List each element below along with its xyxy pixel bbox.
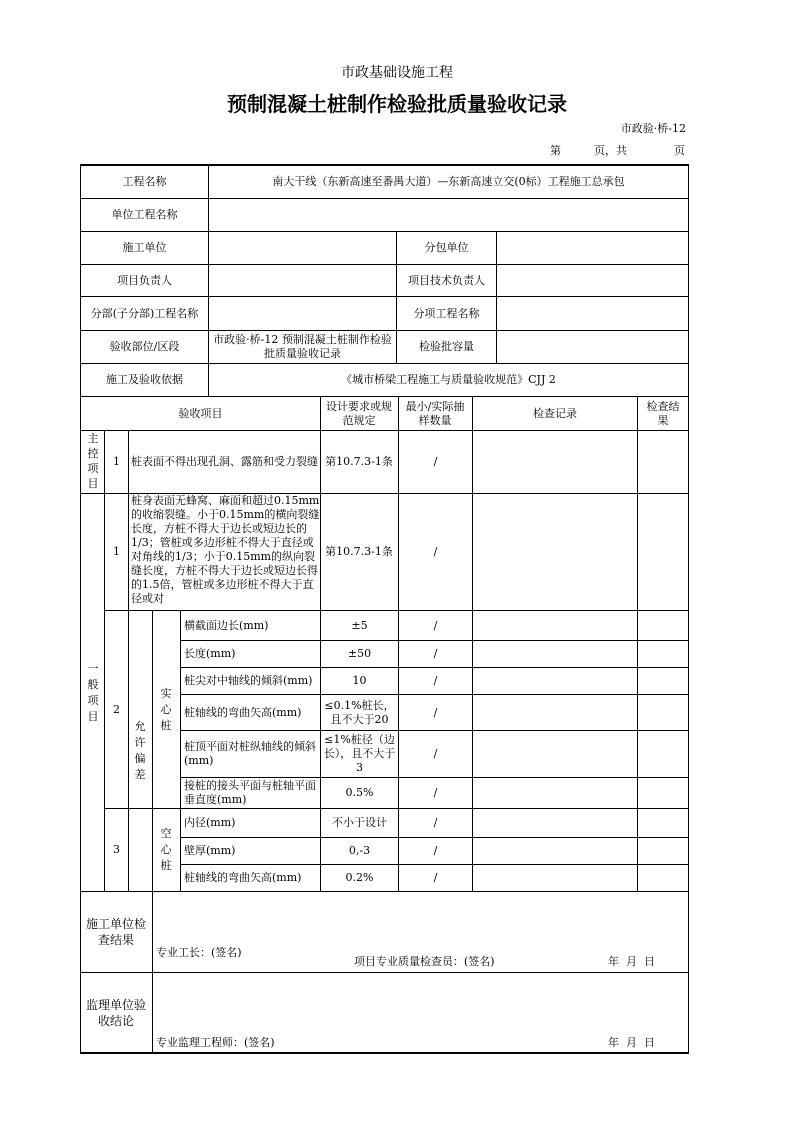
project-manager-label: 项目负责人 <box>117 273 172 287</box>
main-control-label: 主控项目 <box>87 432 99 490</box>
main-control-design: 第10.7.3-1条 <box>325 455 393 468</box>
page-label-3: 页 <box>674 144 685 157</box>
unit-project-label: 单位工程名称 <box>111 208 178 221</box>
hollow-row-name: 内径(mm) <box>184 816 236 829</box>
basis-value: 《城市桥梁工程施工与质量验收规范》CJJ 2 <box>341 373 556 386</box>
solid-row-sample: / <box>433 618 438 632</box>
hollow-row-name: 壁厚(mm) <box>184 844 236 857</box>
hollow-row-name: 桩轴线的弯曲矢高(mm) <box>184 871 302 884</box>
main-control-record[interactable] <box>473 431 637 493</box>
solid-row-design: ±5 <box>351 618 368 632</box>
hollow-row-design: 0,-3 <box>348 844 371 857</box>
solid-pile-label: 实心桩 <box>160 686 172 732</box>
general-item1-sample: / <box>433 545 438 558</box>
foreman-signature[interactable]: 专业工长：(签名) <box>156 946 242 959</box>
tech-manager-field[interactable] <box>497 265 688 296</box>
main-control-result[interactable] <box>638 431 688 493</box>
hollow-row-sample: / <box>433 844 438 857</box>
hollow-row-design: 不小于设计 <box>332 816 387 829</box>
page-label-1: 第 <box>550 144 561 157</box>
solid-row-design: ≤1%桩径（边长），且不大于3 <box>323 733 396 774</box>
solid-row-design: ≤0.1%桩长，且不大于20 <box>324 698 395 726</box>
page-title: 预制混凝土桩制作检验批质量验收记录 <box>227 92 567 116</box>
header-design: 设计要求或规范规定 <box>326 399 392 427</box>
inspector-signature[interactable]: 项目专业质量检查员：(签名) <box>354 955 495 968</box>
hollow-row-sample: / <box>433 816 438 829</box>
unit-project-field[interactable] <box>209 199 688 231</box>
tech-manager-label: 项目技术负责人 <box>408 273 485 287</box>
batch-capacity-label: 检验批容量 <box>419 340 474 353</box>
general-item1-design: 第10.7.3-1条 <box>325 545 393 558</box>
contractor-date[interactable]: 年 月 日 <box>608 955 655 968</box>
subcontractor-field[interactable] <box>497 232 688 264</box>
solid-row-sample: / <box>433 705 438 719</box>
solid-row-name: 长度(mm) <box>184 647 236 660</box>
division-label: 分部(子分部)工程名称 <box>90 306 199 320</box>
general-item1-result[interactable] <box>638 494 688 610</box>
project-name-value: 南大干线（东新高速至番禺大道）—东新高速立交(0标）工程施工总承包 <box>272 174 625 188</box>
main-control-no: 1 <box>113 455 120 468</box>
subcontractor-label: 分包单位 <box>424 241 469 254</box>
project-manager-field[interactable] <box>209 265 396 296</box>
header-record: 检查记录 <box>533 406 577 420</box>
hollow-row-sample: / <box>433 871 438 884</box>
general-item1-text: 桩身表面无蜂窝、麻面和超过0.15mm的收缩裂缝。小于0.15mm的横向裂缝长度，方桩不得大于边长或短边长的1/3；管桩或多边形桩不得大于直径或对角线的1/3；小于0.15mm的纵向裂缝长度，方桩不得大于边长或短边长得的1.5倍，管桩或多边形桩不得大于直径或对 <box>131 494 320 605</box>
solid-row-name: 桩顶平面对桩纵轴线的倾斜(mm) <box>184 740 316 767</box>
division-field[interactable] <box>209 297 396 330</box>
general-label: 一般项目 <box>87 661 99 723</box>
solid-row-sample: / <box>433 647 438 660</box>
general-item1-no: 1 <box>113 545 120 558</box>
solid-row-name: 桩轴线的弯曲矢高(mm) <box>184 705 302 719</box>
contractor-result-label: 施工单位检查结果 <box>86 917 146 947</box>
engineer-signature[interactable]: 专业监理工程师：(签名) <box>156 1036 275 1049</box>
hollow-pile-label: 空心桩 <box>160 827 172 872</box>
solid-row-design: ±50 <box>347 647 372 660</box>
solid-row-name: 桩尖对中轴线的倾斜(mm) <box>184 674 313 687</box>
supervisor-label: 监理单位验收结论 <box>86 998 146 1028</box>
main-control-sample: / <box>433 455 438 468</box>
general-item1-record[interactable] <box>473 494 637 610</box>
project-name-label: 工程名称 <box>122 174 167 188</box>
contractor-field[interactable] <box>209 232 396 264</box>
basis-label: 施工及验收依据 <box>106 373 183 386</box>
tolerance-label: 允许偏差 <box>134 720 146 781</box>
category-heading: 市政基础设施工程 <box>341 65 453 81</box>
solid-row-name: 横截面边长(mm) <box>184 618 269 632</box>
acceptance-part-value: 市政验·桥-12 预制混凝土桩制作检验批质量验收记录 <box>213 333 392 360</box>
general-item2-no: 2 <box>113 702 120 716</box>
header-result: 检查结果 <box>646 399 680 427</box>
supervisor-date[interactable]: 年 月 日 <box>608 1036 655 1049</box>
solid-row-name: 接桩的接头平面与桩轴平面垂直度(mm) <box>184 779 316 806</box>
form-code: 市政验·桥-12 <box>620 122 686 135</box>
subitem-field[interactable] <box>497 297 688 330</box>
subitem-label: 分项工程名称 <box>413 306 480 320</box>
page-label-2: 页，共 <box>594 144 627 157</box>
contractor-label: 施工单位 <box>122 241 167 254</box>
solid-row-design: 10 <box>352 674 367 687</box>
acceptance-part-label: 验收部位/区段 <box>109 340 180 353</box>
header-item: 验收项目 <box>178 406 223 420</box>
solid-row-sample: / <box>433 674 438 687</box>
general-item3-no: 3 <box>113 843 120 856</box>
main-control-text: 桩表面不得出现孔洞、露筋和受力裂缝 <box>131 455 318 468</box>
solid-row-sample: / <box>433 786 438 799</box>
header-sample: 最小/实际抽样数量 <box>405 399 465 427</box>
hollow-row-design: 0.2% <box>345 871 374 884</box>
solid-row-sample: / <box>433 747 438 760</box>
solid-row-design: 0.5% <box>345 786 374 799</box>
batch-capacity-field[interactable] <box>497 331 688 363</box>
